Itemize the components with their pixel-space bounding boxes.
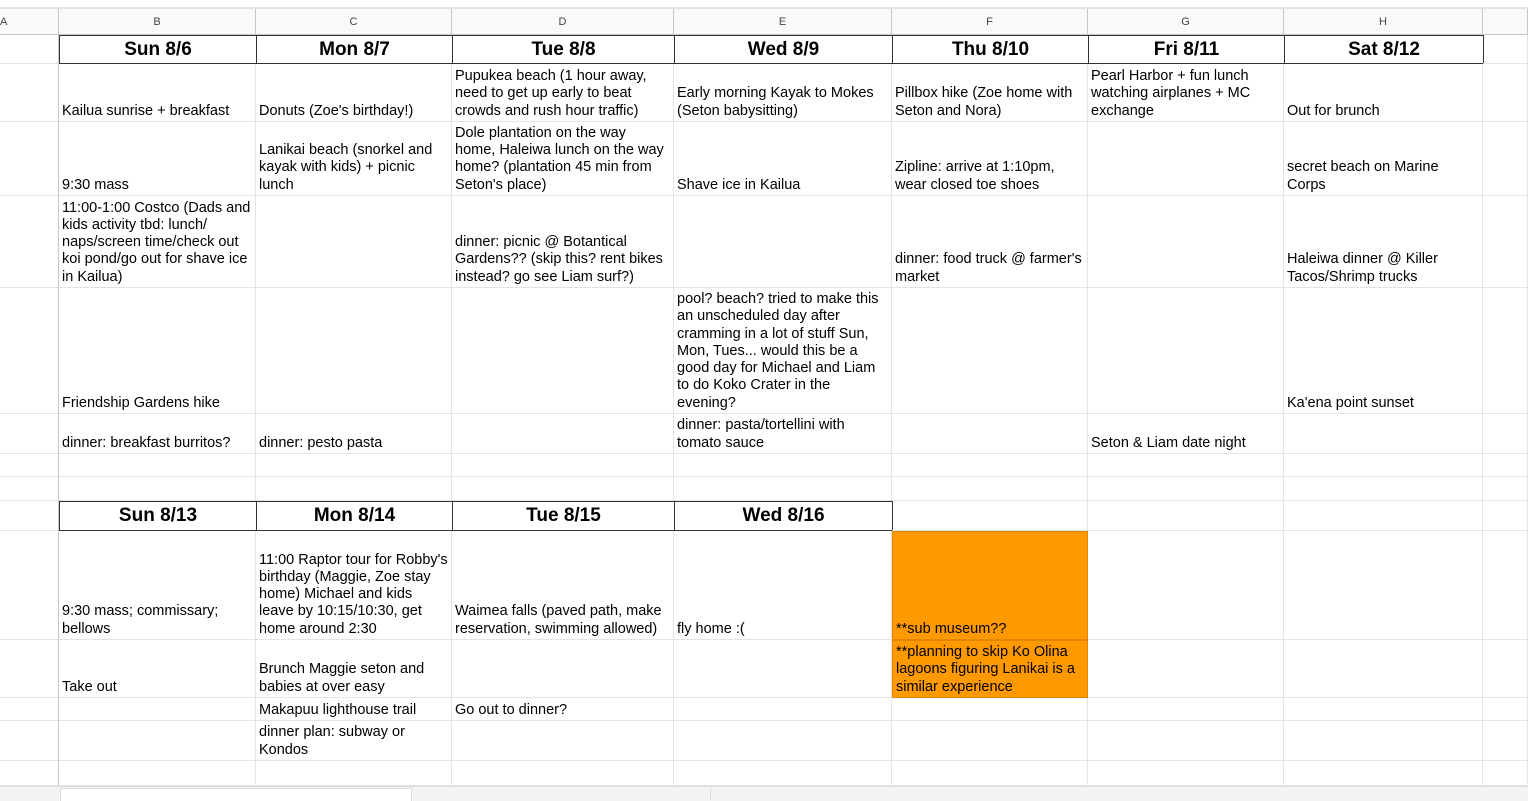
column-header-h[interactable]: H [1284, 9, 1483, 35]
empty-cell[interactable] [1088, 501, 1284, 531]
empty-cell[interactable] [59, 477, 256, 501]
empty-cell[interactable] [256, 761, 452, 786]
schedule-cell[interactable]: 9:30 mass [59, 122, 256, 196]
row-gutter [0, 501, 59, 531]
schedule-cell[interactable] [674, 640, 892, 698]
schedule-cell[interactable] [892, 414, 1088, 454]
empty-cell[interactable] [1284, 477, 1483, 501]
row-gutter [0, 288, 59, 414]
empty-cell[interactable] [1483, 721, 1528, 761]
empty-cell[interactable] [1483, 35, 1528, 64]
schedule-cell[interactable] [674, 196, 892, 288]
schedule-cell[interactable]: Zipline: arrive at 1:10pm, wear closed toe shoes [892, 122, 1088, 196]
schedule-cell[interactable]: Brunch Maggie seton and babies at over easy [256, 640, 452, 698]
row-gutter [0, 35, 59, 64]
schedule-cell[interactable] [892, 288, 1088, 414]
schedule-cell[interactable] [256, 196, 452, 288]
schedule-cell[interactable]: Pupukea beach (1 hour away, need to get up early to beat crowds and rush hour traffic) [452, 64, 674, 122]
schedule-cell[interactable] [1088, 288, 1284, 414]
empty-cell[interactable] [1088, 454, 1284, 477]
day-header: Wed 8/16 [674, 501, 893, 531]
empty-cell[interactable] [1483, 501, 1528, 531]
empty-cell[interactable] [59, 761, 256, 786]
schedule-cell[interactable]: Out for brunch [1284, 64, 1483, 122]
column-header-c[interactable]: C [256, 9, 452, 35]
empty-cell[interactable] [1483, 698, 1528, 721]
empty-cell[interactable] [674, 761, 892, 786]
day-header: Sun 8/6 [59, 35, 257, 64]
day-header: Tue 8/15 [452, 501, 675, 531]
day-header: Sat 8/12 [1284, 35, 1484, 64]
empty-cell[interactable] [452, 761, 674, 786]
row-gutter [0, 640, 59, 698]
schedule-cell[interactable]: Friendship Gardens hike [59, 288, 256, 414]
schedule-cell[interactable] [452, 414, 674, 454]
column-header-g[interactable]: G [1088, 9, 1284, 35]
schedule-cell[interactable] [674, 698, 892, 721]
day-header: Mon 8/7 [256, 35, 453, 64]
empty-cell[interactable] [1483, 477, 1528, 501]
schedule-cell[interactable]: 11:00 Raptor tour for Robby's birthday (Maggie, Zoe stay home) Michael and kids leave by 10:15/10:30, get home around 2:30 [256, 531, 452, 640]
column-header-blank [1483, 9, 1528, 35]
empty-cell[interactable] [1088, 477, 1284, 501]
schedule-cell[interactable]: Pillbox hike (Zoe home with Seton and Nora) [892, 64, 1088, 122]
row-gutter [0, 531, 59, 640]
schedule-cell[interactable]: pool? beach? tried to make this an unscheduled day after cramming in a lot of stuff Sun, Mon, Tues... would this be a good day for Michael and Liam to do Koko Crater in the evening? [674, 288, 892, 414]
schedule-cell[interactable] [1088, 698, 1284, 721]
schedule-cell[interactable]: Ka'ena point sunset [1284, 288, 1483, 414]
schedule-cell[interactable] [1088, 531, 1284, 640]
top-strip [0, 0, 1528, 9]
empty-cell[interactable] [256, 454, 452, 477]
empty-cell[interactable] [674, 477, 892, 501]
schedule-cell[interactable] [892, 721, 1088, 761]
column-header-e[interactable]: E [674, 9, 892, 35]
schedule-cell[interactable] [1088, 122, 1284, 196]
schedule-cell[interactable]: Take out [59, 640, 256, 698]
row-gutter [0, 196, 59, 288]
schedule-cell[interactable] [452, 288, 674, 414]
schedule-cell[interactable]: Waimea falls (paved path, make reservation, swimming allowed) [452, 531, 674, 640]
empty-cell[interactable] [1284, 454, 1483, 477]
empty-cell[interactable] [59, 454, 256, 477]
schedule-cell[interactable] [674, 721, 892, 761]
empty-cell[interactable] [892, 477, 1088, 501]
schedule-cell[interactable]: dinner: picnic @ Botantical Gardens?? (skip this? rent bikes instead? go see Liam surf?) [452, 196, 674, 288]
schedule-cell[interactable]: 9:30 mass; commissary; bellows [59, 531, 256, 640]
schedule-cell[interactable]: Go out to dinner? [452, 698, 674, 721]
schedule-cell[interactable] [59, 721, 256, 761]
column-header-d[interactable]: D [452, 9, 674, 35]
empty-cell[interactable] [1483, 196, 1528, 288]
schedule-cell[interactable]: Lanikai beach (snorkel and kayak with kids) + picnic lunch [256, 122, 452, 196]
column-header-a[interactable]: A [0, 9, 59, 35]
empty-cell[interactable] [1284, 761, 1483, 786]
schedule-cell[interactable] [452, 640, 674, 698]
day-header: Wed 8/9 [674, 35, 893, 64]
schedule-cell[interactable]: dinner: pasta/tortellini with tomato sauce [674, 414, 892, 454]
schedule-cell[interactable] [1088, 196, 1284, 288]
schedule-cell[interactable]: Seton & Liam date night [1088, 414, 1284, 454]
empty-cell[interactable] [256, 477, 452, 501]
schedule-cell[interactable]: Dole plantation on the way home, Haleiwa lunch on the way home? (plantation 45 min from Seton's place) [452, 122, 674, 196]
schedule-cell[interactable]: Makapuu lighthouse trail [256, 698, 452, 721]
row-gutter [0, 477, 59, 501]
empty-cell[interactable] [1483, 640, 1528, 698]
empty-cell[interactable] [1483, 761, 1528, 786]
schedule-cell[interactable] [452, 721, 674, 761]
row-gutter [0, 761, 59, 786]
schedule-cell[interactable]: Early morning Kayak to Mokes (Seton babysitting) [674, 64, 892, 122]
column-header-f[interactable]: F [892, 9, 1088, 35]
schedule-cell[interactable] [1284, 721, 1483, 761]
day-header: Tue 8/8 [452, 35, 675, 64]
row-gutter [0, 64, 59, 122]
empty-cell[interactable] [1483, 288, 1528, 414]
schedule-cell[interactable]: 11:00-1:00 Costco (Dads and kids activity tbd: lunch/ naps/screen time/check out koi pond/go out for shave ice in Kailua) [59, 196, 256, 288]
schedule-cell[interactable]: dinner: breakfast burritos? [59, 414, 256, 454]
empty-cell[interactable] [1483, 64, 1528, 122]
schedule-cell[interactable]: dinner: food truck @ farmer's market [892, 196, 1088, 288]
schedule-cell[interactable] [1284, 640, 1483, 698]
sheet-tab[interactable] [60, 788, 412, 801]
empty-cell[interactable] [1088, 761, 1284, 786]
column-header-b[interactable]: B [59, 9, 256, 35]
day-header: Fri 8/11 [1088, 35, 1285, 64]
schedule-cell[interactable]: Donuts (Zoe's birthday!) [256, 64, 452, 122]
row-gutter [0, 454, 59, 477]
empty-cell[interactable] [892, 454, 1088, 477]
schedule-cell[interactable]: secret beach on Marine Corps [1284, 122, 1483, 196]
row-gutter [0, 122, 59, 196]
row-gutter [0, 698, 59, 721]
highlighted-note-cell[interactable]: **planning to skip Ko Olina lagoons figuring Lanikai is a similar experience [892, 640, 1088, 698]
empty-cell[interactable] [1284, 501, 1483, 531]
empty-cell[interactable] [892, 761, 1088, 786]
empty-cell[interactable] [1483, 122, 1528, 196]
schedule-cell[interactable] [59, 698, 256, 721]
day-header: Sun 8/13 [59, 501, 257, 531]
schedule-cell[interactable]: Kailua sunrise + breakfast [59, 64, 256, 122]
schedule-cell[interactable]: dinner plan: subway or Kondos [256, 721, 452, 761]
schedule-cell[interactable] [1284, 531, 1483, 640]
empty-cell[interactable] [452, 477, 674, 501]
row-gutter [0, 721, 59, 761]
schedule-cell[interactable]: Pearl Harbor + fun lunch watching airplanes + MC exchange [1088, 64, 1284, 122]
empty-cell[interactable] [892, 501, 1088, 531]
empty-cell[interactable] [674, 454, 892, 477]
day-header: Thu 8/10 [892, 35, 1089, 64]
horizontal-scrollbar[interactable] [710, 788, 1528, 800]
schedule-cell[interactable] [1088, 721, 1284, 761]
schedule-cell[interactable]: fly home :( [674, 531, 892, 640]
row-gutter [0, 414, 59, 454]
schedule-cell[interactable]: dinner: pesto pasta [256, 414, 452, 454]
schedule-cell[interactable] [1284, 414, 1483, 454]
schedule-cell[interactable]: Haleiwa dinner @ Killer Tacos/Shrimp trucks [1284, 196, 1483, 288]
day-header: Mon 8/14 [256, 501, 453, 531]
empty-cell[interactable] [452, 454, 674, 477]
schedule-cell[interactable] [1088, 640, 1284, 698]
highlighted-note-cell[interactable]: **sub museum?? [892, 531, 1088, 640]
schedule-cell[interactable] [1284, 698, 1483, 721]
empty-cell[interactable] [1483, 454, 1528, 477]
empty-cell[interactable] [1483, 531, 1528, 640]
schedule-cell[interactable] [892, 698, 1088, 721]
schedule-cell[interactable]: Shave ice in Kailua [674, 122, 892, 196]
empty-cell[interactable] [1483, 414, 1528, 454]
schedule-cell[interactable] [256, 288, 452, 414]
